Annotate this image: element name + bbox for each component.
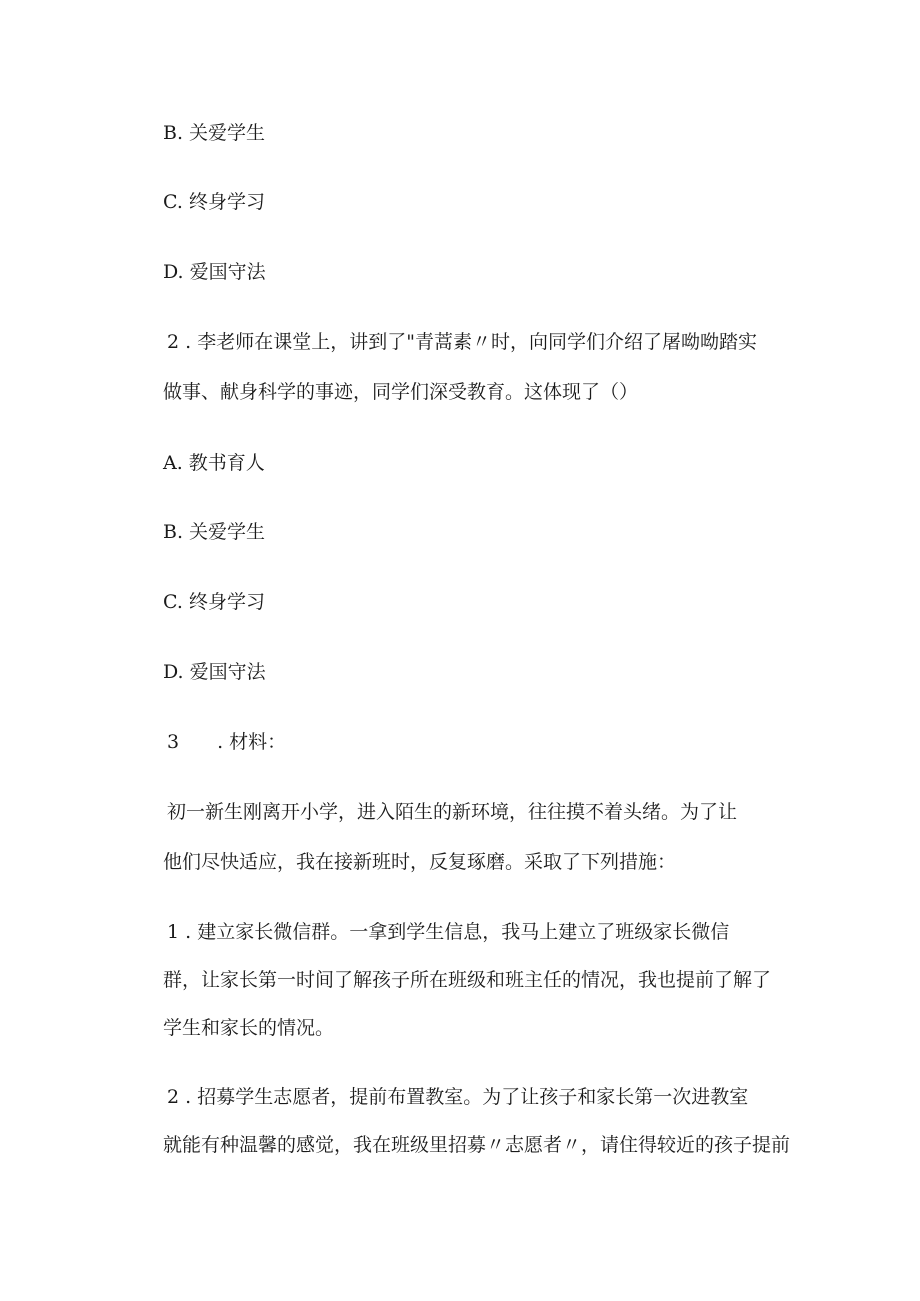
q3-item1-line1: 1 . 建立家长微信群。一拿到学生信息，我马上建立了班级家长微信 (167, 921, 730, 943)
q3-intro-line1: 初一新生刚离开小学，进入陌生的新环境，往往摸不着头绪。为了让 (167, 801, 738, 823)
q2-stem-line2: 做事、献身科学的事迹，同学们深受教育。这体现了（） (163, 381, 639, 403)
q3-intro-line2: 他们尽快适应，我在接新班时，反复琢磨。采取了下列措施： (163, 851, 677, 873)
q1-option-b: B. 关爱学生 (163, 122, 266, 144)
q3-heading: 3 . 材料： (167, 731, 287, 753)
q2-stem-line1: 2 . 李老师在课堂上，讲到了"青蒿素〃时，向同学们介绍了屠呦呦踏实 (167, 331, 757, 353)
q1-option-d: D. 爱国守法 (163, 261, 266, 283)
q3-item1-line2: 群，让家长第一时间了解孩子所在班级和班主任的情况，我也提前了解了 (163, 969, 772, 991)
q2-option-c: C. 终身学习 (163, 591, 265, 613)
q2-option-d: D. 爱国守法 (163, 661, 266, 683)
q2-option-a: A. 教书育人 (163, 452, 265, 474)
q3-item1-line3: 学生和家长的情况。 (163, 1017, 335, 1039)
q2-option-b: B. 关爱学生 (163, 521, 266, 543)
q1-option-c: C. 终身学习 (163, 191, 265, 213)
q3-item2-line1: 2 . 招募学生志愿者，提前布置教室。为了让孩子和家长第一次进教室 (167, 1086, 749, 1108)
q3-item2-line2: 就能有种温馨的感觉，我在班级里招募〃志愿者〃，请住得较近的孩子提前 (163, 1134, 791, 1156)
